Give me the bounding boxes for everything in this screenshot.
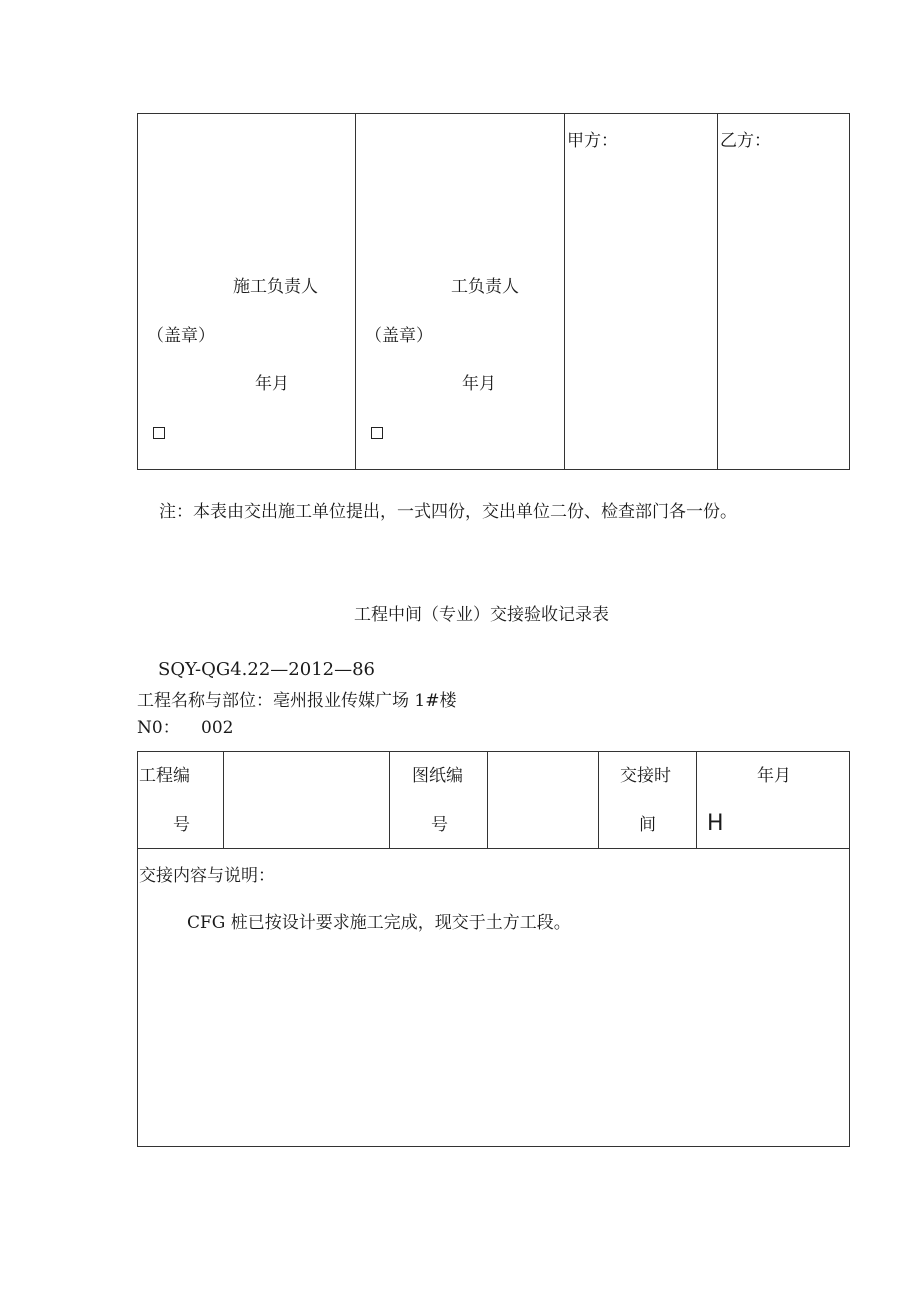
note-text: 注：本表由交出施工单位提出，一式四份，交出单位二份、检查部门各一份。 bbox=[159, 502, 737, 522]
date-label-2: 年月 bbox=[462, 374, 496, 394]
checkbox-2 bbox=[371, 427, 383, 439]
handover-col-divider-4 bbox=[598, 751, 599, 849]
seal-label-1: （盖章） bbox=[147, 326, 215, 346]
signature-table-divider-1 bbox=[355, 113, 356, 470]
project-number-label-line2: 号 bbox=[173, 815, 190, 835]
content-label: 交接内容与说明： bbox=[139, 866, 275, 886]
content-text: CFG 桩已按设计要求施工完成，现交于土方工段。 bbox=[187, 913, 571, 933]
handover-col-divider-2 bbox=[389, 751, 390, 849]
form-title: 工程中间（专业）交接验收记录表 bbox=[354, 605, 609, 625]
number-label: N0： bbox=[137, 718, 180, 738]
handover-time-label-line1: 交接时 bbox=[620, 766, 671, 786]
drawing-number-label-line2: 号 bbox=[431, 815, 448, 835]
handover-col-divider-3 bbox=[487, 751, 488, 849]
number-value: 002 bbox=[201, 718, 234, 738]
work-leader-label: 工负责人 bbox=[451, 277, 519, 297]
drawing-number-label-line1: 图纸编 bbox=[412, 766, 463, 786]
checkbox-1 bbox=[153, 427, 165, 439]
date-label-3: 年月 bbox=[757, 766, 791, 786]
handover-col-divider-5 bbox=[696, 751, 697, 849]
project-number-label-line1: 工程编 bbox=[139, 766, 190, 786]
date-label-1: 年月 bbox=[255, 374, 289, 394]
project-name-label: 工程名称与部位：亳州报业传媒广场 1#楼 bbox=[137, 691, 457, 711]
construction-leader-label: 施工负责人 bbox=[233, 277, 318, 297]
handover-col-divider-1 bbox=[223, 751, 224, 849]
form-code: SQY-QG4.22—2012—86 bbox=[158, 659, 376, 680]
date-mark: H bbox=[707, 811, 724, 836]
party-b-label: 乙方： bbox=[720, 131, 771, 151]
seal-label-2: （盖章） bbox=[365, 326, 433, 346]
handover-time-label-line2: 间 bbox=[639, 815, 656, 835]
handover-table bbox=[137, 751, 850, 1147]
party-a-label: 甲方： bbox=[567, 131, 618, 151]
handover-table-row-divider bbox=[137, 848, 850, 849]
signature-table-divider-3 bbox=[717, 113, 718, 470]
signature-table-divider-2 bbox=[564, 113, 565, 470]
